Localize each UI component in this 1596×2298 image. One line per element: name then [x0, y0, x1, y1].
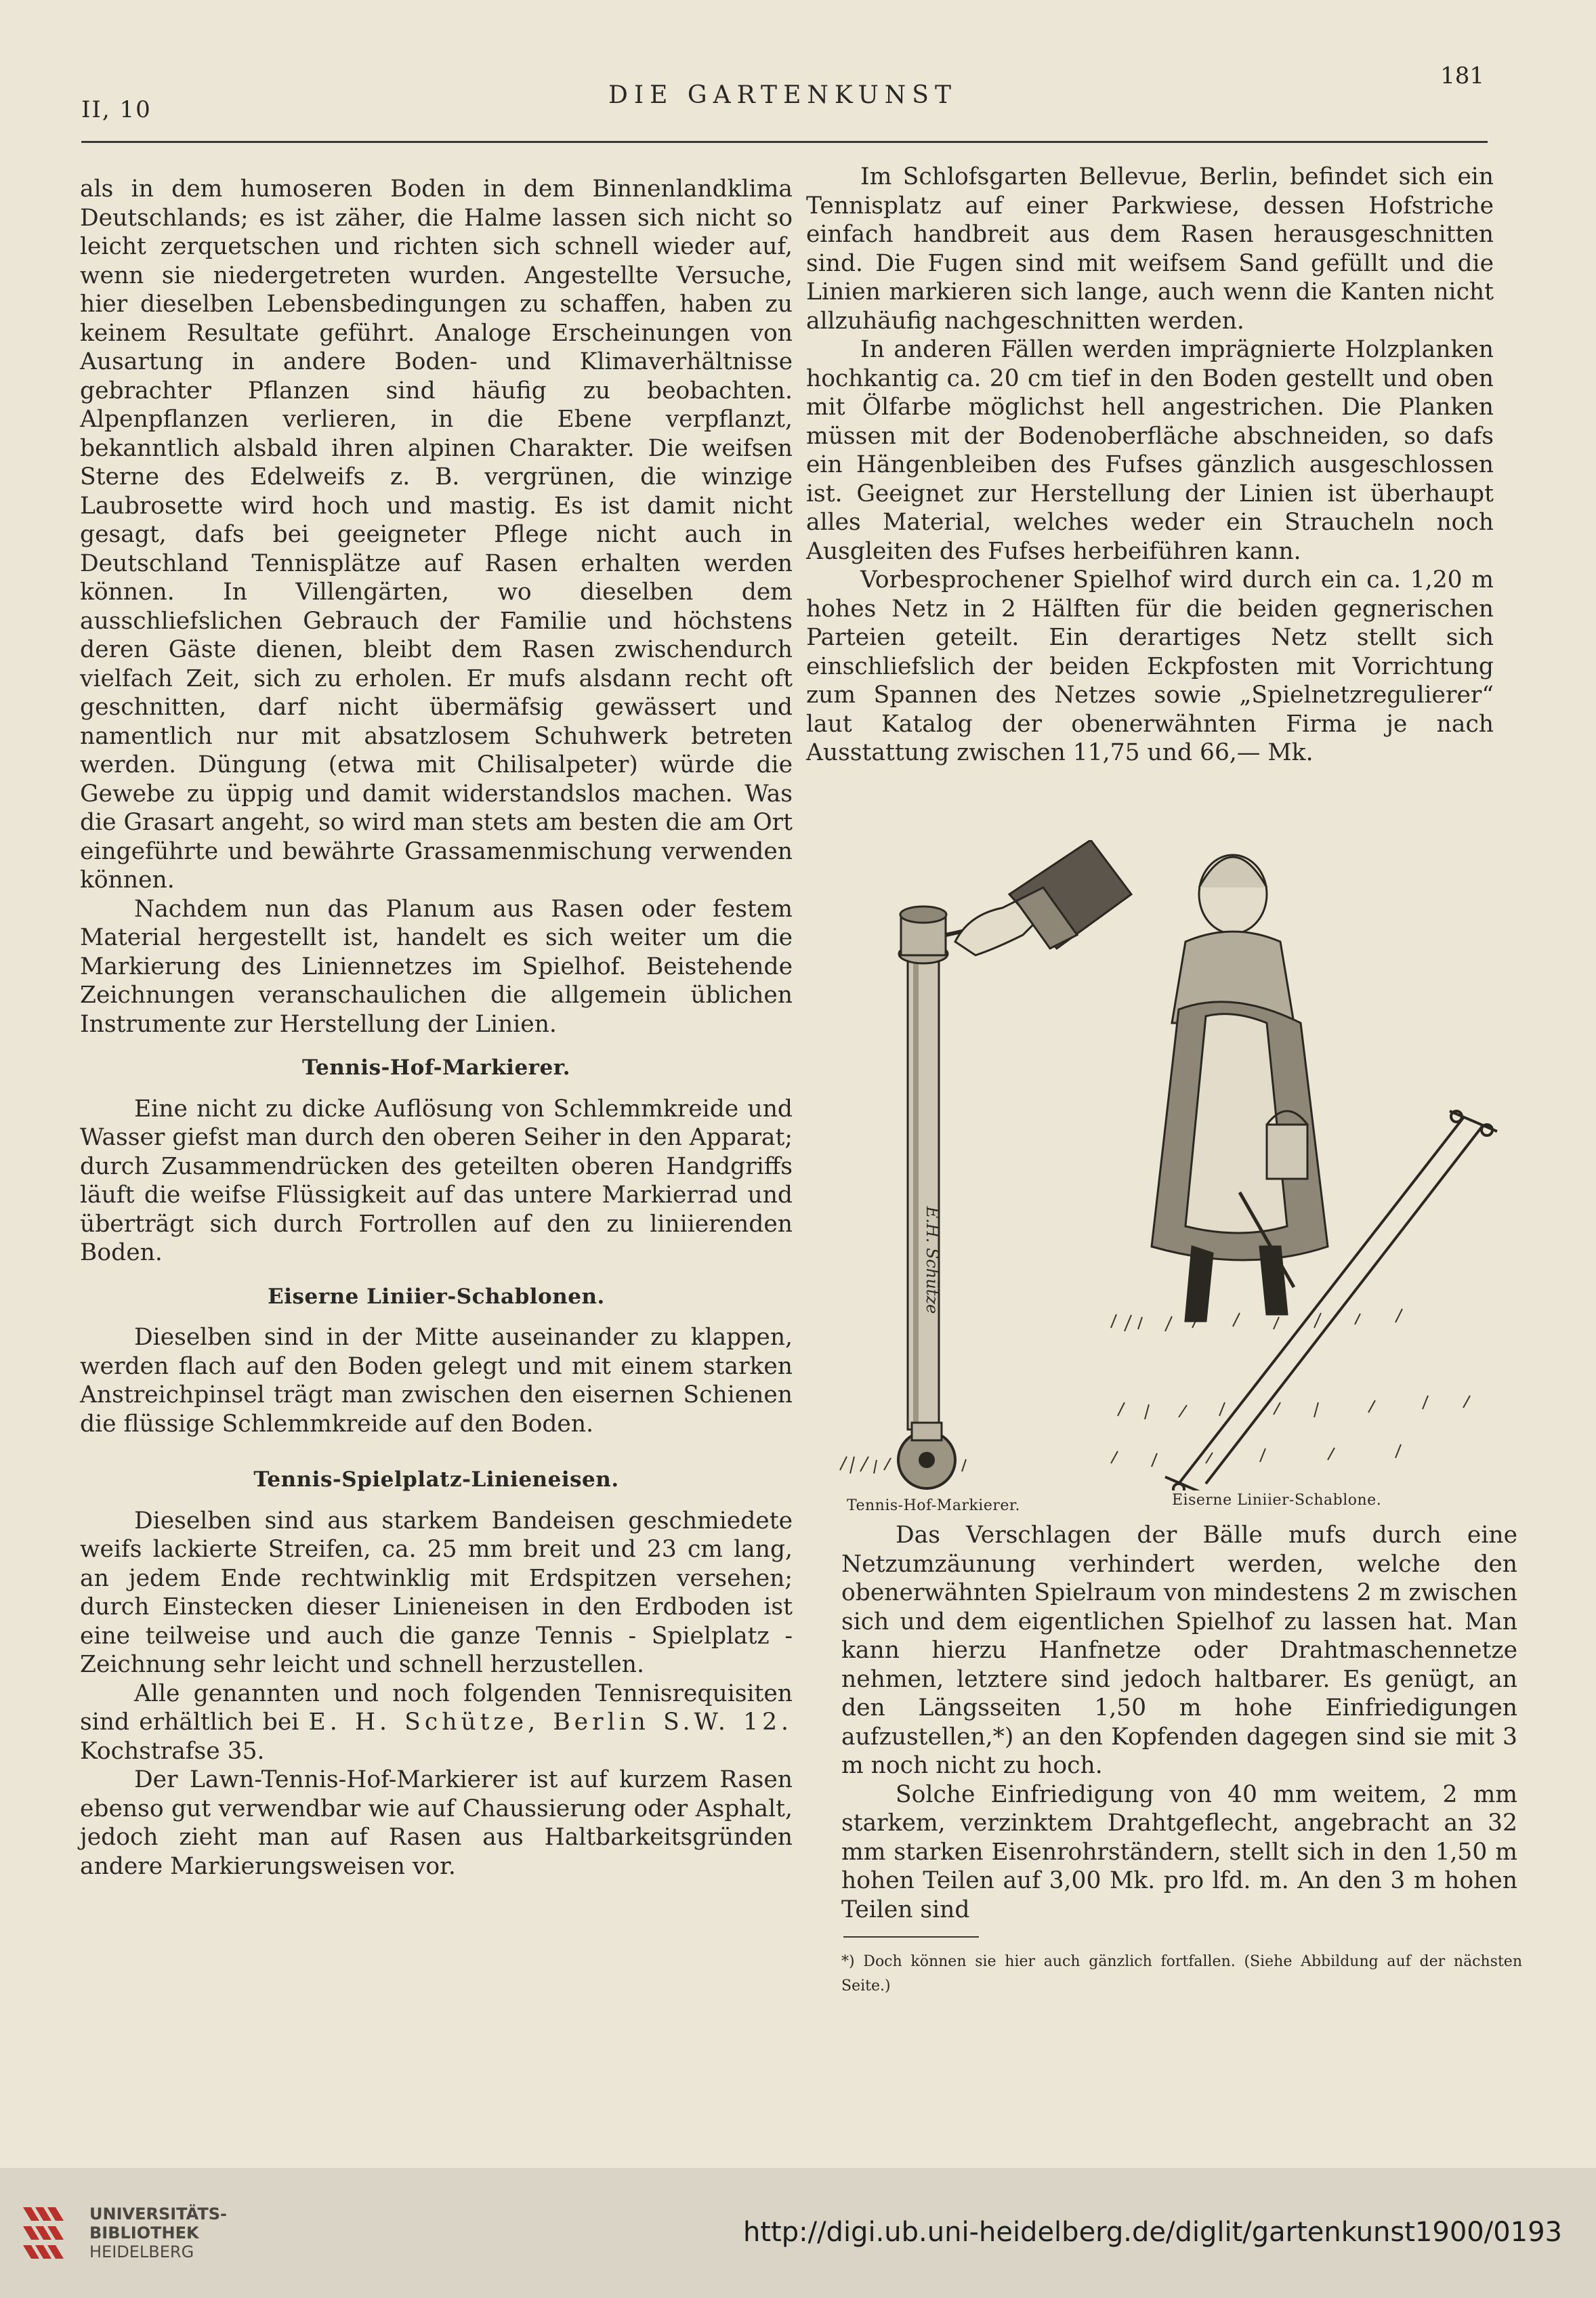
- girl-figure: [1152, 855, 1328, 1321]
- library-footer: [0, 2168, 1596, 2298]
- paragraph: Dieselben sind in der Mitte auseinander zu klappen, werden flach auf den Boden gelegt und mit einem starken Anstreichpinsel trägt man zwischen den eisernen Schienen die flüssige Schlemmkreide auf den Boden.: [80, 1324, 793, 1438]
- post-inscription: E.H. Schütze: [923, 1206, 942, 1314]
- header-rule: [81, 141, 1488, 143]
- paragraph: Das Verschlagen der Bälle mufs durch eine Netzumzäunung verhindert werden, welche den obenerwähnten Spielraum von mindestens 2 m zwischen sich und dem eigentlichen Spielhof zu lassen hat. Man kann hierzu Hanfnetze oder Drahtmaschennetze nehmen, letztere sind jedoch haltbarer. Es genügt, an den Längsseiten 1,50 m hohe Einfriedigungen aufzustellen,*) an den Kopfenden dagegen sind sie mit 3 m noch nicht zu hoch.: [841, 1522, 1517, 1779]
- caption-stencil: Eiserne Liniier-Schablone.: [1172, 1492, 1382, 1509]
- supplier-name: E. H. Schütze, Berlin S.W. 12.: [308, 1709, 793, 1736]
- text-run: Kochstrafse 35.: [80, 1737, 265, 1765]
- section-heading: Eiserne Liniier-Schablonen.: [268, 1284, 605, 1309]
- library-name-line: UNIVERSITÄTS-: [89, 2205, 228, 2223]
- paragraph: Im Schlofsgarten Bellevue, Berlin, befindet sich ein Tennisplatz auf einer Parkwiese, dessen Hofstriche einfach handbreit aus dem Rasen herausgeschnitten sind. Die Fugen sind mit weifsem Sand gefüllt und die Linien markieren sich lange, auch wenn die Kanten nicht allzuhäufig nachgeschnitten werden.: [806, 163, 1494, 335]
- paragraph: Solche Einfriedigung von 40 mm weitem, 2 mm starkem, verzinktem Drahtgeflecht, angebracht an 32 mm starken Eisenrohrständern, stellt sich in den 1,50 m hohen Teilen auf 3,00 Mk. pro lfd. m. An den 3 m hohen Teilen sind: [841, 1780, 1517, 1923]
- page-number: 181: [1440, 62, 1484, 89]
- caption-marker: Tennis-Hof-Markierer.: [847, 1497, 1020, 1514]
- library-name-line: HEIDELBERG: [89, 2242, 194, 2261]
- left-column: [80, 175, 793, 1881]
- footnote-rule: [843, 1936, 979, 1938]
- paragraph: [80, 1679, 793, 1766]
- paragraph: als in dem humoseren Boden in dem Binnenlandklima Deutschlands; es ist zäher, die Halme lassen sich nicht so leicht zerquetschen und richten sich schnell wieder auf, wenn sie niedergetreten wurden. Angestellte Versuche, hier dieselben Lebensbedingungen zu schaffen, haben zu keinem Resultate geführt. Analoge Erscheinungen von Ausartung in andere Boden- und Klimaverhältnisse gebrachter Pflanzen sind häufig zu beobachten. Alpenpflanzen verlieren, in die Ebene verpflanzt, bekanntlich alsbald ihren alpinen Charakter. Die weifsen Sterne des Edelweifs z. B. vergrünen, die winzige Laubrosette wird hoch und mastig. Es ist damit nicht gesagt, dafs bei geeigneter Pflege nicht auch in Deutschland Tennisplätze auf Rasen erhalten werden können. In Villengärten, wo dieselben dem ausschliefslichen Gebrauch der Familie und höchstens deren Gäste dienen, bleibt dem Rasen zwischendurch vielfach Zeit, sich zu erholen. Er mufs alsdann recht oft geschnitten, darf nicht übermäfsig gewässert und namentlich nur mit absatzlosem Schuhwerk betreten werden. Düngung (etwa mit Chilisalpeter) würde die Gewebe zu üppig und damit widerstandslos machen. Was die Grasart angeht, so wird man stets am besten die am Ort eingeführte und bewährte Grassamenmischung verwenden können.: [80, 175, 793, 894]
- library-name: [89, 2205, 227, 2261]
- hand-sleeve: [955, 840, 1131, 955]
- source-url-link[interactable]: http://digi.ub.uni-heidelberg.de/diglit/gartenkunst1900/0193: [743, 2217, 1562, 2248]
- section-heading: Tennis-Hof-Markierer.: [301, 1056, 571, 1080]
- paragraph: In anderen Fällen werden imprägnierte Holzplanken hochkantig ca. 20 cm tief in den Boden gestellt und oben mit Ölfarbe möglichst hell angestrichen. Die Planken müssen mit der Bodenoberfläche abschneiden, so dafs ein Hängenbleiben des Fufses gänzlich ausgeschlossen ist. Geeignet zur Herstellung der Linien ist überhaupt alles Material, welches weder ein Straucheln noch Ausgleiten des Fufses herbeiführen kann.: [806, 336, 1494, 565]
- volume-label: II, 10: [81, 96, 152, 123]
- running-head: [81, 62, 1484, 123]
- paragraph: Vorbesprochener Spielhof wird durch ein ca. 1,20 m hohes Netz in 2 Hälften für die beiden gegnerischen Parteien geteilt. Ein derartiges Netz stellt sich einschliefslich der beiden Eckpfosten mit Vorrichtung zum Spannen des Netzes sowie „Spielnetzregulierer“ laut Katalog der obenerwähnten Firma je nach Ausstattung zwischen 11,75 und 66,— Mk.: [806, 566, 1494, 766]
- paragraph: Dieselben sind aus starkem Bandeisen geschmiedete weifs lackierte Streifen, ca. 25 mm breit und 23 cm lang, an jedem Ende rechtwinklig mit Erdspitzen versehen; durch Einstecken dieser Linieneisen in den Erdboden ist eine teilweise und auch die ganze Tennis - Spielplatz - Zeichnung sehr leicht und schnell herzustellen.: [80, 1507, 793, 1678]
- library-name-line: BIBLIOTHEK: [89, 2223, 199, 2242]
- section-heading: Tennis-Spielplatz-Linieneisen.: [253, 1467, 619, 1492]
- right-column-bottom: [841, 1521, 1517, 1924]
- right-column-top: [806, 163, 1494, 768]
- marker-post: [898, 906, 993, 1488]
- library-logo-icon: [19, 2203, 80, 2264]
- illustration: [826, 840, 1504, 1524]
- paragraph: Nachdem nun das Planum aus Rasen oder festem Material hergestellt ist, handelt es sich weiter um die Markierung des Liniennetzes im Spielhof. Beistehende Zeichnungen veranschaulichen die allgemein üblichen Instrumente zur Herstellung der Linien.: [80, 895, 793, 1038]
- journal-title: DIE GARTENKUNST: [608, 81, 957, 109]
- paragraph: Eine nicht zu dicke Auflösung von Schlemmkreide und Wasser giefst man durch den oberen Seiher in den Apparat; durch Zusammendrücken des geteilten oberen Handgriffs läuft die weifse Flüssigkeit auf das untere Markierrad und überträgt sich durch Fortrollen auf den zu liniierenden Boden.: [80, 1095, 793, 1266]
- footnote: *) Doch können sie hier auch gänzlich fortfallen. (Siehe Abbildung auf der nächsten Seite.): [841, 1953, 1522, 1994]
- paragraph: Der Lawn-Tennis-Hof-Markierer ist auf kurzem Rasen ebenso gut verwendbar wie auf Chaussierung oder Asphalt, jedoch zieht man auf Rasen aus Haltbarkeitsgründen andere Markierungsweisen vor.: [80, 1766, 793, 1880]
- text-run: Alle genannten und noch folgenden Tennisrequisiten sind erhältlich bei: [80, 1679, 793, 1736]
- engraving: [826, 840, 1504, 1490]
